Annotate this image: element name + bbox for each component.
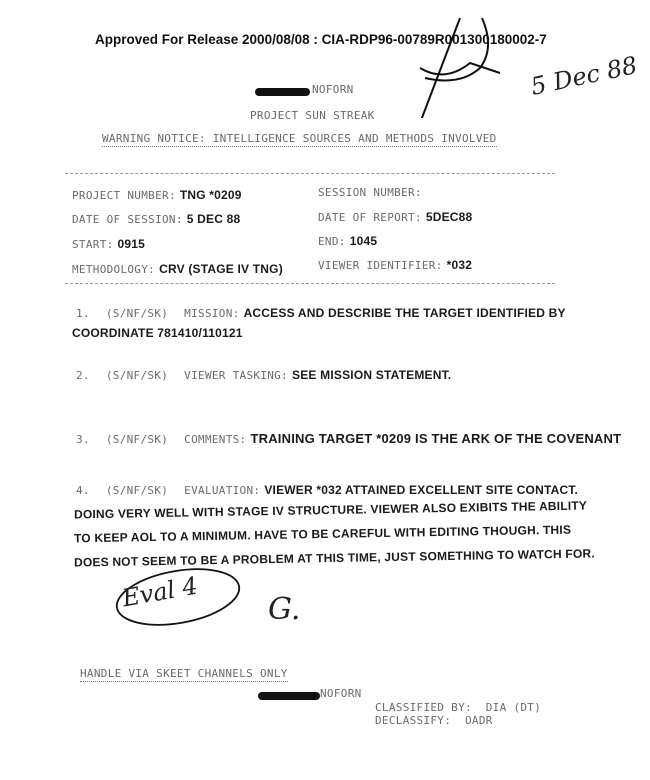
item-viewer-tasking: 2. (S/NF/SK) VIEWER TASKING: SEE MISSION STATEMENT. bbox=[76, 368, 452, 382]
divider bbox=[65, 173, 555, 174]
warning-notice: WARNING NOTICE: INTELLIGENCE SOURCES AND METHODS INVOLVED bbox=[102, 132, 497, 145]
item-comments: 3. (S/NF/SK) COMMENTS: TRAINING TARGET *0209 IS THE ARK OF THE COVENANT bbox=[76, 431, 622, 446]
field-session-number: SESSION NUMBER: bbox=[318, 186, 422, 199]
field-start: START: 0915 bbox=[72, 237, 146, 251]
mission-coordinate: COORDINATE 781410/110121 bbox=[72, 326, 243, 340]
divider bbox=[65, 283, 555, 284]
declassify: DECLASSIFY: OADR bbox=[375, 714, 493, 727]
field-date-of-report: DATE OF REPORT: 5DEC88 bbox=[318, 210, 473, 224]
evaluation-line: DOING VERY WELL WITH STAGE IV STRUCTURE. VIEWER ALSO EXIBITS THE ABILITY bbox=[73, 498, 588, 522]
classified-by: CLASSIFIED BY: DIA (DT) bbox=[375, 701, 542, 714]
field-date-of-session: DATE OF SESSION: 5 DEC 88 bbox=[72, 212, 241, 226]
handling-caveat: HANDLE VIA SKEET CHANNELS ONLY bbox=[80, 667, 288, 680]
eval-note: Eval 4 bbox=[120, 571, 200, 613]
release-header: Approved For Release 2000/08/08 : CIA-RDP96-00789R001300180002-7 bbox=[95, 32, 547, 47]
classification-top: NOFORN bbox=[312, 83, 354, 96]
field-project-number: PROJECT NUMBER: TNG *0209 bbox=[72, 188, 242, 202]
classification-bottom: NOFORN bbox=[320, 687, 362, 700]
field-viewer-identifier: VIEWER IDENTIFIER: *032 bbox=[318, 258, 473, 272]
redaction-bar bbox=[258, 692, 320, 700]
evaluation-line: DOES NOT SEEM TO BE A PROBLEM AT THIS TIME, JUST SOMETHING TO WATCH FOR. bbox=[73, 546, 595, 570]
field-methodology: METHODOLOGY: CRV (STAGE IV TNG) bbox=[72, 262, 283, 276]
item-mission: 1. (S/NF/SK) MISSION: ACCESS AND DESCRIBE THE TARGET IDENTIFIED BY bbox=[76, 306, 566, 320]
handwritten-date: 5 Dec 88 bbox=[528, 51, 640, 101]
field-end: END: 1045 bbox=[318, 234, 378, 248]
initial: G. bbox=[268, 592, 301, 627]
project-title: PROJECT SUN STREAK bbox=[250, 109, 375, 122]
redaction-bar bbox=[255, 88, 310, 96]
evaluation-line: TO KEEP AOL TO A MINIMUM. HAVE TO BE CAREFUL WITH EDITING THOUGH. THIS bbox=[73, 522, 572, 546]
item-evaluation: 4. (S/NF/SK) EVALUATION: VIEWER *032 ATTAINED EXCELLENT SITE CONTACT. bbox=[76, 483, 579, 497]
